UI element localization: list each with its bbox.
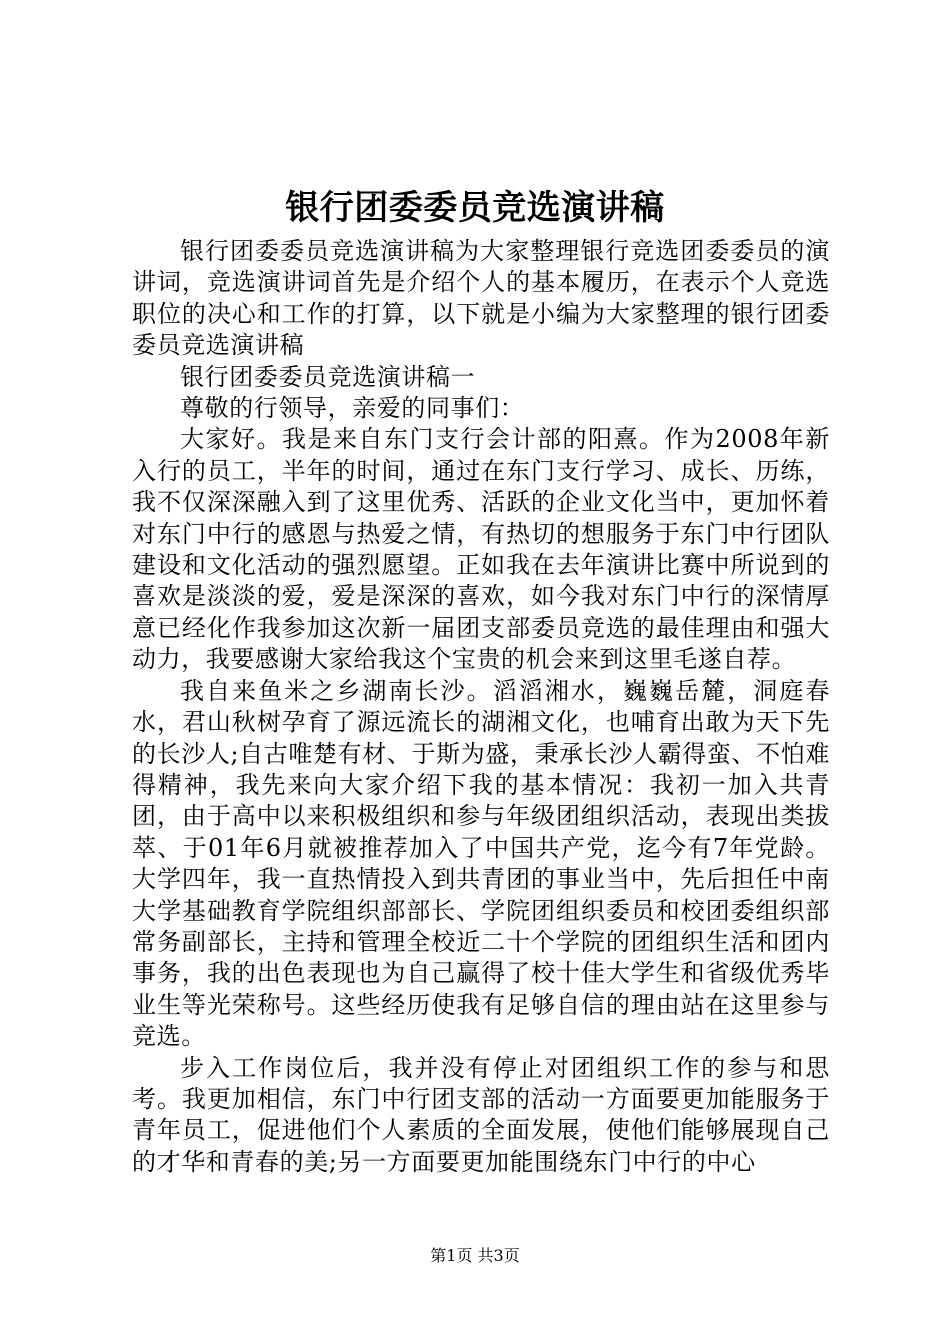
body-paragraph: 大家好。我是来自东门支行会计部的阳熹。作为2008年新入行的员工，半年的时间，通过在东门支行学习、成长、历练，我不仅深深融入到了这里优秀、活跃的企业文化当中，更加怀着对东门中行的感恩与热爱之情，有热切的想服务于东门中行团队建设和文化活动的强烈愿望。正如我在去年演讲比赛中所说到的喜欢是淡淡的爱，爱是深深的喜欢，如今我对东门中行的深情厚意已经化作我参加这次新一届团支部委员竞选的最佳理由和强大动力，我要感谢大家给我这个宝贵的机会来到这里毛遂自荐。: [132, 425, 830, 674]
body-paragraph: 我自来鱼米之乡湖南长沙。滔滔湘水，巍巍岳麓，洞庭春水，君山秋树孕育了源远流长的湖湘文化，也哺育出敢为天下先的长沙人;自古唯楚有材、于斯为盛，秉承长沙人霸得蛮、不怕难得精神，我先来向大家介绍下我的基本情况：我初一加入共青团，由于高中以来积极组织和参与年级团组织活动，表现出类拔萃、于01年6月就被推荐加入了中国共产党，迄今有7年党龄。大学四年，我一直热情投入到共青团的事业当中，先后担任中南大学基础教育学院组织部部长、学院团组织委员和校团委组织部常务副部长，主持和管理全校近二十个学院的团组织生活和团内事务，我的出色表现也为自己赢得了校十佳大学生和省级优秀毕业生等光荣称号。这些经历使我有足够自信的理由站在这里参与竞选。: [132, 676, 830, 1051]
salutation: 尊敬的行领导，亲爱的同事们：: [180, 394, 525, 423]
body-paragraph: 步入工作岗位后，我并没有停止对团组织工作的参与和思考。我更加相信，东门中行团支部的活动一方面要更加能服务于青年员工，促进他们个人素质的全面发展，使他们能够展现自己的才华和青春的美;另一方面要更加能围绕东门中行的中心: [132, 1053, 830, 1176]
page-number-footer: 第1页 共3页: [430, 1246, 520, 1265]
intro-paragraph: 银行团委委员竞选演讲稿为大家整理银行竞选团委委员的演讲词，竞选演讲词首先是介绍个人的基本履历，在表示个人竞选职位的决心和工作的打算，以下就是小编为大家整理的银行团委委员竞选演讲稿: [132, 237, 830, 360]
document-body: [132, 236, 830, 1178]
document-title: 银行团委委员竞选演讲稿: [285, 188, 665, 228]
speech-heading: 银行团委委员竞选演讲稿一: [180, 362, 476, 391]
